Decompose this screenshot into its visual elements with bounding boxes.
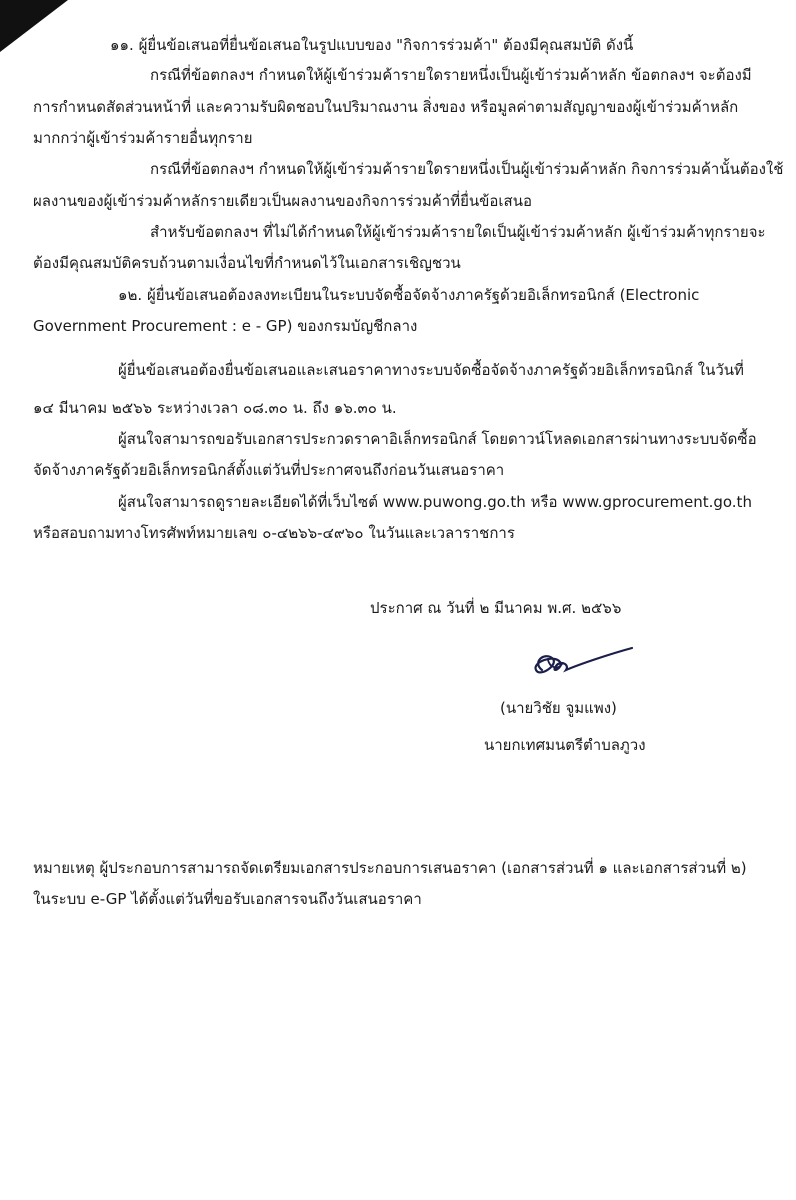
note-line1: หมายเหตุ ผู้ประกอบการสามารถจัดเตรียมเอกสารประกอบการเสนอราคา (เอกสารส่วนที่ ๑ และเอกสารส่วนที่ ๒) — [33, 859, 747, 877]
contact-line1: ผู้สนใจสามารถดูรายละเอียดได้ที่เว็บไซต์ www.puwong.go.th หรือ www.gprocurement.go.th — [118, 493, 752, 511]
item-12-line2: Government Procurement : e - GP) ของกรมบัญชีกลาง — [33, 317, 418, 335]
item-11-p2-line1: กรณีที่ข้อตกลงฯ กำหนดให้ผู้เข้าร่วมค้ารายใดรายหนึ่งเป็นผู้เข้าร่วมค้าหลัก กิจการร่วมค้านั้นต้องใช้ — [150, 160, 784, 178]
item-12-line1: ๑๒. ผู้ยื่นข้อเสนอต้องลงทะเบียนในระบบจัดซื้อจัดจ้างภาครัฐด้วยอิเล็กทรอนิกส์ (Electronic — [118, 286, 700, 304]
announcement-date: ประกาศ ณ วันที่ ๒ มีนาคม พ.ศ. ๒๕๖๖ — [370, 599, 622, 617]
scan-corner-mark — [0, 0, 68, 52]
signer-name: (นายวิชัย จูมแพง) — [500, 699, 617, 717]
item-11-p1-line2: การกำหนดสัดส่วนหน้าที่ และความรับผิดชอบในปริมาณงาน สิ่งของ หรือมูลค่าตามสัญญาของผู้เข้าร่วมค้าหลัก — [33, 98, 739, 116]
submission-line2: ๑๔ มีนาคม ๒๕๖๖ ระหว่างเวลา ๐๘.๓๐ น. ถึง ๑๖.๓๐ น. — [33, 399, 397, 417]
download-line1: ผู้สนใจสามารถขอรับเอกสารประกวดราคาอิเล็กทรอนิกส์ โดยดาวน์โหลดเอกสารผ่านทางระบบจัดซื้อ — [118, 430, 757, 448]
item-11-p3-line1: สำหรับข้อตกลงฯ ที่ไม่ได้กำหนดให้ผู้เข้าร่วมค้ารายใดเป็นผู้เข้าร่วมค้าหลัก ผู้เข้าร่วมค้าทุกรายจะ — [150, 223, 766, 241]
signer-title: นายกเทศมนตรีตำบลภูวง — [484, 736, 646, 754]
item-11-p2-line2: ผลงานของผู้เข้าร่วมค้าหลักรายเดียวเป็นผลงานของกิจการร่วมค้าที่ยื่นข้อเสนอ — [33, 192, 532, 210]
item-11-p1-line3: มากกว่าผู้เข้าร่วมค้ารายอื่นทุกราย — [33, 129, 253, 147]
submission-line1: ผู้ยื่นข้อเสนอต้องยื่นข้อเสนอและเสนอราคาทางระบบจัดซื้อจัดจ้างภาครัฐด้วยอิเล็กทรอนิกส์ ในวันที่ — [118, 361, 744, 379]
item-11-heading: ๑๑. ผู้ยื่นข้อเสนอที่ยื่นข้อเสนอในรูปแบบของ "กิจการร่วมค้า" ต้องมีคุณสมบัติ ดังนี้ — [110, 36, 634, 54]
note-line2: ในระบบ e-GP ได้ตั้งแต่วันที่ขอรับเอกสารจนถึงวันเสนอราคา — [33, 890, 422, 908]
item-11-p3-line2: ต้องมีคุณสมบัติครบถ้วนตามเงื่อนไขที่กำหนดไว้ในเอกสารเชิญชวน — [33, 254, 461, 272]
item-11-p1-line1: กรณีที่ข้อตกลงฯ กำหนดให้ผู้เข้าร่วมค้ารายใดรายหนึ่งเป็นผู้เข้าร่วมค้าหลัก ข้อตกลงฯ จะต้องมี — [150, 66, 752, 84]
signature-image — [530, 640, 640, 690]
contact-line2: หรือสอบถามทางโทรศัพท์หมายเลข ๐-๔๒๖๖-๔๙๖๐ ในวันและเวลาราชการ — [33, 524, 515, 542]
download-line2: จัดจ้างภาครัฐด้วยอิเล็กทรอนิกส์ตั้งแต่วันที่ประกาศจนถึงก่อนวันเสนอราคา — [33, 461, 505, 479]
